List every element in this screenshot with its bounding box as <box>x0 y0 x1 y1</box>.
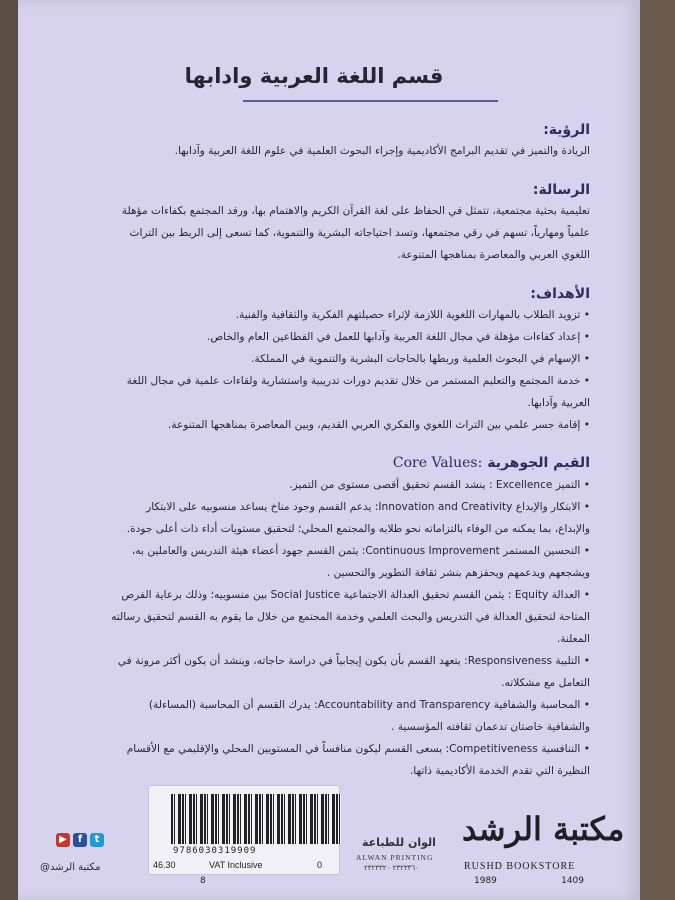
mission-line-3: اللغوي العربي والمعاصرة بمناهجها المتنوعة. <box>397 249 590 261</box>
barcode-sticker <box>148 785 340 875</box>
value-item: • التميز Excellence : ينشد القسم تحقيق أقصى مستوى من التميز. <box>289 479 590 491</box>
value-item-continued: النظيرة التي تقدم الخدمة الأكاديمية ذاتها. <box>409 765 590 777</box>
facebook-icon: f <box>73 833 87 847</box>
publisher-name-en: RUSHD BOOKSTORE <box>464 861 576 872</box>
mission-line-2: علمياً ومهارياً، تسهم في رقي مجتمعها، وتسد احتياجاته البشرية والتنموية، كما تسعى إلى الربط بين التراث <box>129 227 590 239</box>
value-item-continued: المتاحة لتحقيق العدالة في التدريس والبحث العلمي وخدمة المجتمع من خلال ما يقوم به القسم لتحقيق رسالته <box>111 611 590 623</box>
youtube-icon: ▶ <box>56 833 70 847</box>
value-item-continued: ويشجعهم ويدعمهم ويحفزهم بنشر ثقافة التطوير والتحسين . <box>326 567 590 579</box>
goal-item: • تزويد الطلاب بالمهارات اللغوية اللازمة لإثراء حصيلتهم الفكرية والثقافية والفنية. <box>235 309 590 321</box>
barcode <box>171 794 341 844</box>
vat-label: VAT Inclusive <box>209 860 263 870</box>
social-icons <box>56 833 104 847</box>
values-heading-ar: القيم الجوهرية <box>487 455 590 471</box>
goal-item-continued: العربية وآدابها. <box>527 397 590 409</box>
value-item: • التنافسية Competitiveness: يسعى القسم ليكون منافساً في المستويين المحلي والإقليمي مع الأقسام <box>126 743 590 755</box>
goal-item: • الإسهام في البحوث العلمية وربطها بالحاجات البشرية والتنموية في المملكة. <box>251 353 590 365</box>
publisher-logo-ar: مكتبة الرشد <box>462 810 625 848</box>
year-left: 1989 <box>474 876 497 886</box>
social-handle: مكتبة الرشد@ <box>40 862 101 873</box>
mission-line-1: تعليمية بحثية مجتمعية، تتمثل في الحفاظ على لغة القرآن الكريم والاهتمام بها، ورفد المجتمع بكفاءات مؤهلة <box>121 205 590 217</box>
printer-name-ar: الوان للطباعة <box>362 836 436 849</box>
twitter-icon: t <box>90 833 104 847</box>
printer-phone: ٢٣٢٣٣٦٠ ٢٣٢٣٣٢٠ <box>364 864 419 872</box>
publisher-years <box>474 876 584 886</box>
value-item: • التحسين المستمر Continuous Improvement: يثمن القسم جهود أعضاء هيئة التدريس والعاملين به، <box>131 545 590 557</box>
value-item-continued: والإبداع، بما يمكنه من الوفاء بالتزاماته نحو طلابه والمجتمع المحلي؛ لتحقيق مستويات أداء ذات أعلى جودة. <box>126 523 590 535</box>
goals-heading: الأهداف: <box>530 286 590 302</box>
value-item: • المحاسبة والشفافية Accountability and Transparency: يدرك القسم أن المحاسبة (المساءلة) <box>148 699 590 711</box>
isbn-number: 9786030319909 <box>173 846 257 856</box>
goal-item: • إعداد كفاءات مؤهلة في مجال اللغة العربية وآدابها للعمل في القطاعين العام والخاص. <box>206 331 590 343</box>
value-item: • الابتكار والإبداع Innovation and Creativity: يدعم القسم وجود مناخ يساعد منسوبيه على الابتكار <box>146 501 590 513</box>
values-heading <box>387 455 590 471</box>
value-item-continued: التعامل مع مشكلاته. <box>501 677 590 689</box>
value-item: • العدالة Equity : يثمن القسم تحقيق العدالة الاجتماعية Social Justice بين منسوبيه؛ وذلك برعاية الفرص <box>121 589 590 601</box>
background-edge <box>640 0 675 900</box>
value-item-continued: المعلنة. <box>556 633 590 645</box>
barcode-extra: 0 <box>317 860 323 870</box>
vision-text: الريادة والتميز في تقديم البرامج الأكاديمية وإجراء البحوث العلمية في علوم اللغة العربية وآدابها. <box>174 145 590 157</box>
printer-name-en: ALWAN PRINTING <box>356 853 434 862</box>
title-underline <box>243 100 498 102</box>
values-heading-en: Core Values: <box>392 455 483 471</box>
year-right: 1409 <box>561 876 584 886</box>
value-item: • التلبية Responsiveness: يتعهد القسم بأن يكون إيجابياً في دراسة حاجاته، وينشد أن يكون أكثر مرونة في <box>117 655 590 667</box>
goal-item: • خدمة المجتمع والتعليم المستمر من خلال تقديم دورات تدريبية واستشارية ولقاءات علمية في مجال اللغة <box>126 375 590 387</box>
value-item-continued: والشفافية خاصتان تدعمان ثقافته المؤسسية . <box>391 721 590 733</box>
page-number: 8 <box>200 876 206 886</box>
price-label: 46.30 <box>153 860 176 870</box>
mission-heading: الرسالة: <box>532 182 590 198</box>
book-back-cover <box>18 0 640 900</box>
page-title: قسم اللغة العربية وادابها <box>184 64 444 88</box>
vision-heading: الرؤية: <box>543 122 590 138</box>
goal-item: • إقامة جسر علمي بين التراث اللغوي والفكري العربي القديم، وبين المعاصرة بمناهجها المتنوعة. <box>167 419 590 431</box>
